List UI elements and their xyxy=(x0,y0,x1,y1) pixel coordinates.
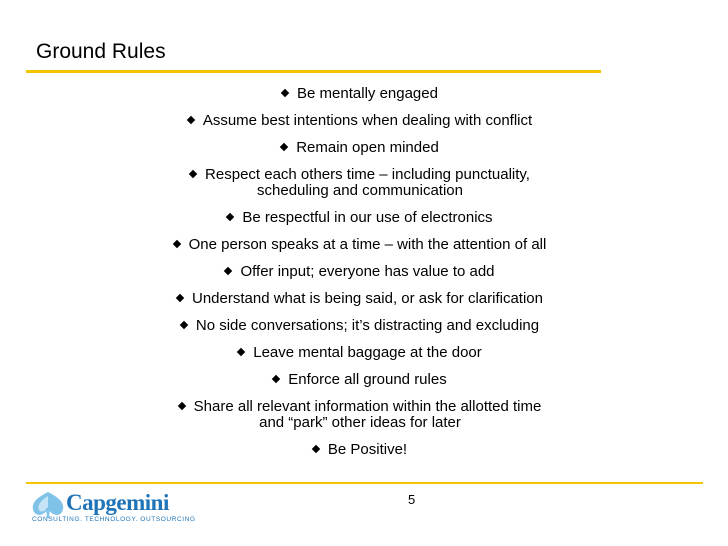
slide-title: Ground Rules xyxy=(36,40,166,63)
title-divider xyxy=(26,70,601,73)
diamond-bullet-icon xyxy=(237,348,245,356)
diamond-bullet-icon xyxy=(312,445,320,453)
diamond-bullet-icon xyxy=(189,170,197,178)
rule-item xyxy=(130,345,590,361)
rule-item xyxy=(130,113,590,129)
rule-text: Enforce all ground rules xyxy=(288,371,447,388)
diamond-bullet-icon xyxy=(187,116,195,124)
rule-text: Share all relevant information within the allotted time xyxy=(193,398,542,415)
rule-text: Offer input; everyone has value to add xyxy=(240,263,495,280)
rule-item xyxy=(130,140,590,156)
rule-item xyxy=(130,167,590,199)
logo-tagline: CONSULTING. TECHNOLOGY. OUTSOURCING xyxy=(32,516,196,523)
rule-item xyxy=(130,86,590,102)
rule-item xyxy=(130,237,590,253)
rule-text: Leave mental baggage at the door xyxy=(253,344,482,361)
rule-item xyxy=(130,372,590,388)
rule-item xyxy=(130,210,590,226)
rule-text: Remain open minded xyxy=(296,139,439,156)
diamond-bullet-icon xyxy=(281,89,289,97)
rule-text-continued: and “park” other ideas for later xyxy=(259,414,461,431)
diamond-bullet-icon xyxy=(176,294,184,302)
rule-text: No side conversations; it’s distracting and excluding xyxy=(195,317,540,334)
diamond-bullet-icon xyxy=(177,402,185,410)
diamond-bullet-icon xyxy=(226,213,234,221)
diamond-bullet-icon xyxy=(180,321,188,329)
rule-text: Be mentally engaged xyxy=(297,85,438,102)
rule-text: Assume best intentions when dealing with conflict xyxy=(202,112,533,129)
rule-text: Be respectful in our use of electronics xyxy=(242,209,493,226)
ground-rules-list xyxy=(130,86,590,469)
rule-item xyxy=(130,291,590,307)
rule-text: Respect each others time – including punctuality, xyxy=(205,166,530,183)
diamond-bullet-icon xyxy=(280,143,288,151)
rule-item xyxy=(130,399,590,431)
footer-divider xyxy=(26,482,703,484)
rule-item xyxy=(130,318,590,334)
diamond-bullet-icon xyxy=(224,267,232,275)
rule-text: Be Positive! xyxy=(327,441,408,458)
page-number: 5 xyxy=(408,492,416,507)
rule-text: Understand what is being said, or ask for clarification xyxy=(191,290,543,307)
diamond-bullet-icon xyxy=(272,375,280,383)
capgemini-logo xyxy=(28,490,196,530)
rule-text-continued: scheduling and communication xyxy=(257,182,463,199)
diamond-bullet-icon xyxy=(172,240,180,248)
rule-item xyxy=(130,442,590,458)
logo-wordmark: Capgemini xyxy=(66,490,169,515)
rule-text: One person speaks at a time – with the attention of all xyxy=(188,236,547,253)
rule-item xyxy=(130,264,590,280)
